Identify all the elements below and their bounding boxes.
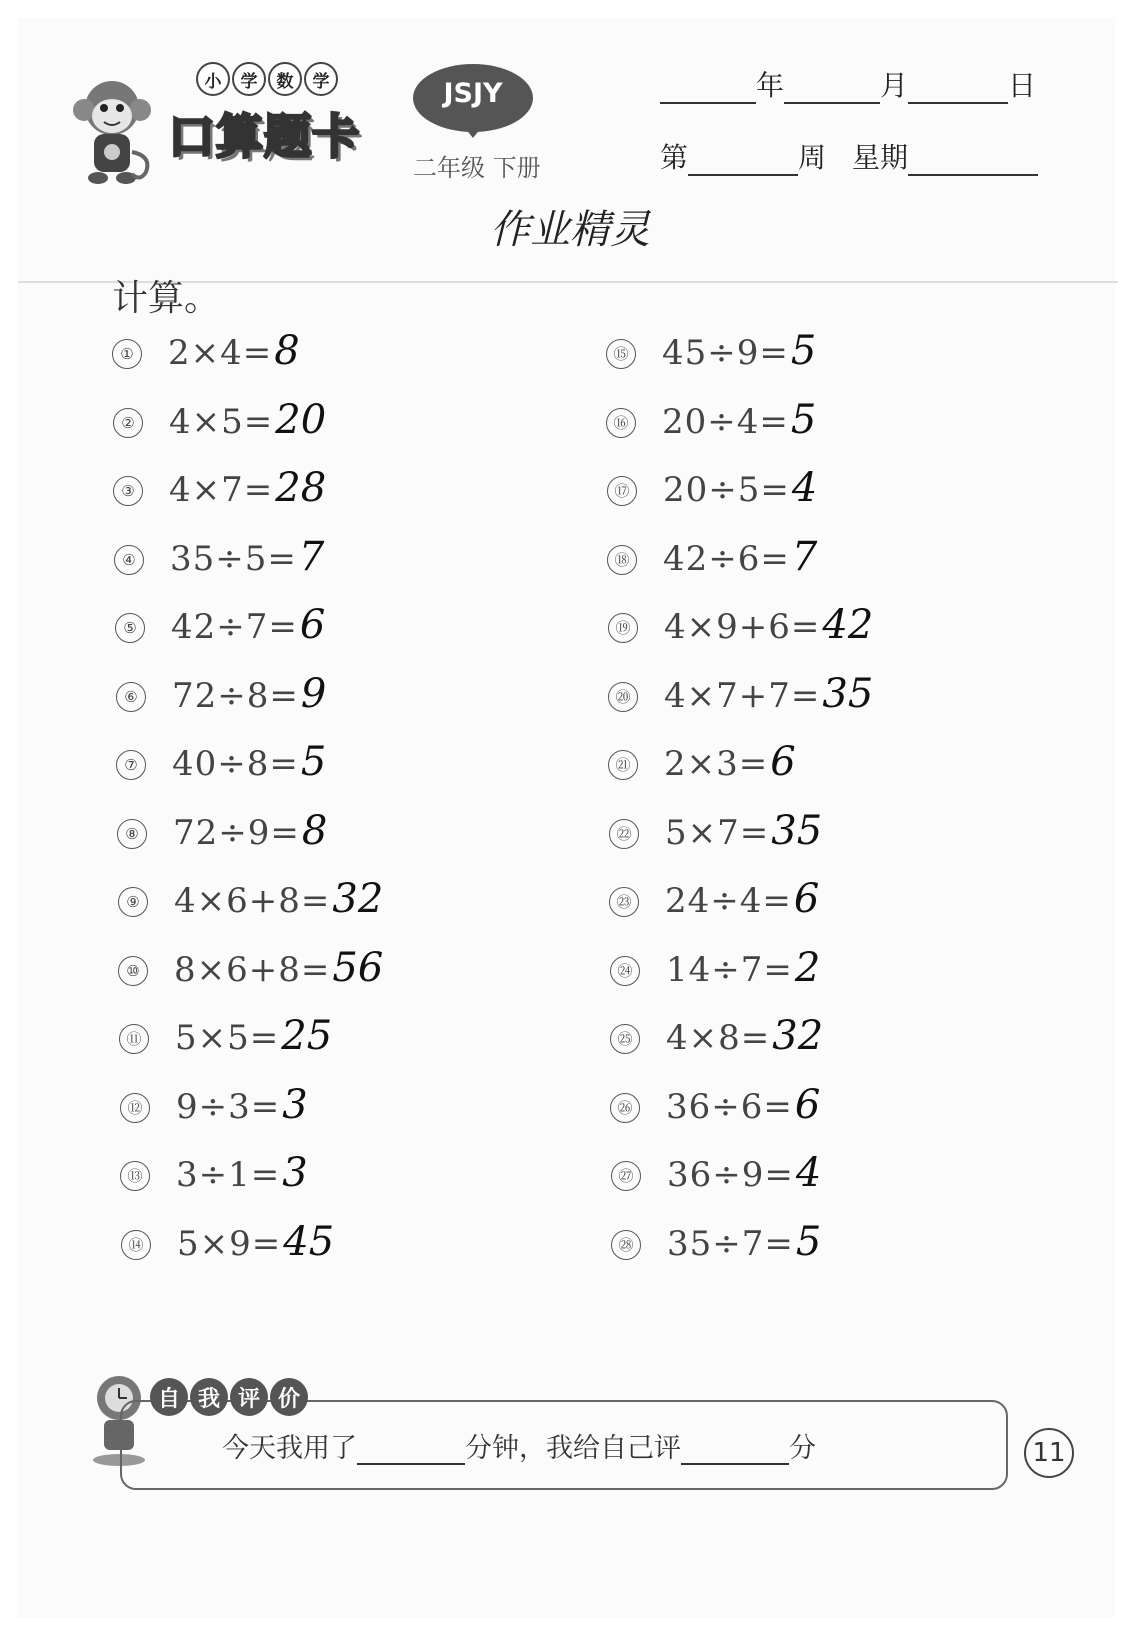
eval-title-char: 我 xyxy=(190,1378,228,1416)
problem-expression: 4×6+8= xyxy=(174,881,331,921)
problem-number: ⑤ xyxy=(115,613,145,643)
logo-char: 学 xyxy=(304,62,338,96)
problem-item xyxy=(119,1013,332,1059)
problem-item xyxy=(115,602,325,648)
date-fields xyxy=(660,64,1036,104)
problem-expression: 36÷6= xyxy=(666,1086,793,1127)
problem-item xyxy=(113,465,326,511)
problem-expression: 8×6+8= xyxy=(174,949,331,990)
problem-number: ㉔ xyxy=(610,956,640,986)
logo-title: 口算题卡 xyxy=(168,110,360,165)
problem-answer[interactable]: 5 xyxy=(795,1218,822,1265)
grade-label: 二年级 下册 xyxy=(413,154,541,182)
problem-number: ㉘ xyxy=(611,1230,641,1260)
problem-number: ⑭ xyxy=(121,1230,151,1260)
problem-answer[interactable]: 4 xyxy=(795,1150,822,1196)
problem-answer[interactable]: 6 xyxy=(793,876,820,922)
problem-expression: 4×9+6= xyxy=(664,607,821,647)
problem-answer[interactable]: 9 xyxy=(300,670,327,717)
problem-item xyxy=(606,328,816,374)
problem-expression: 4×5= xyxy=(169,401,274,442)
problem-answer[interactable]: 3 xyxy=(282,1150,308,1196)
problem-number: ④ xyxy=(114,545,144,575)
problem-number: ⑱ xyxy=(607,545,637,575)
problem-expression: 72÷9= xyxy=(173,812,300,853)
problem-item xyxy=(112,328,300,374)
problem-answer[interactable]: 35 xyxy=(771,807,823,854)
problem-expression: 35÷5= xyxy=(170,538,297,579)
problem-item xyxy=(118,945,383,991)
problem-answer[interactable]: 2 xyxy=(794,944,821,991)
problem-number: ② xyxy=(113,408,143,438)
problem-item xyxy=(610,1013,823,1059)
year-field[interactable] xyxy=(660,76,756,104)
problem-answer[interactable]: 4 xyxy=(791,465,818,511)
year-label: 年 xyxy=(756,69,785,102)
monkey-mascot-icon xyxy=(62,72,162,192)
problem-answer[interactable]: 8 xyxy=(301,807,328,854)
problem-answer[interactable]: 28 xyxy=(275,465,327,511)
problem-item xyxy=(116,671,326,717)
problem-number: ⑲ xyxy=(608,613,638,643)
problem-number: ㉖ xyxy=(610,1093,640,1123)
score-field[interactable] xyxy=(681,1437,789,1465)
self-evaluation-title xyxy=(150,1378,308,1416)
problem-number: ㉓ xyxy=(609,887,639,917)
problem-expression: 42÷7= xyxy=(171,607,298,647)
problem-item xyxy=(611,1219,821,1265)
problem-expression: 4×7= xyxy=(169,470,274,510)
week-field[interactable] xyxy=(688,148,798,176)
eval-title-char: 评 xyxy=(230,1378,268,1416)
problem-answer[interactable]: 3 xyxy=(282,1081,308,1128)
week-prefix-label: 第 xyxy=(660,141,689,174)
problem-answer[interactable]: 7 xyxy=(791,533,818,580)
problem-expression: 4×8= xyxy=(666,1018,771,1058)
problem-answer[interactable]: 25 xyxy=(281,1013,333,1059)
problem-expression: 20÷4= xyxy=(662,401,789,442)
problem-item xyxy=(608,602,873,648)
problem-expression: 24÷4= xyxy=(665,881,792,921)
problem-answer[interactable]: 5 xyxy=(790,396,817,443)
problem-answer[interactable]: 56 xyxy=(332,944,384,991)
eval-title-char: 价 xyxy=(270,1378,308,1416)
problem-item xyxy=(116,739,326,785)
problem-expression: 45÷9= xyxy=(662,333,789,373)
eval-title-char: 自 xyxy=(150,1378,188,1416)
problem-expression: 5×7= xyxy=(665,812,770,853)
signature: 作业精灵 xyxy=(490,207,650,253)
eval-text-3: 分 xyxy=(789,1433,816,1464)
problem-item xyxy=(117,808,327,854)
problem-expression: 36÷9= xyxy=(667,1155,794,1195)
month-label: 月 xyxy=(880,69,909,102)
problem-number: ⑦ xyxy=(116,750,146,780)
problem-item xyxy=(114,534,324,580)
problem-item xyxy=(608,671,873,717)
problem-answer[interactable]: 32 xyxy=(772,1013,824,1059)
problem-expression: 3÷1= xyxy=(176,1155,281,1195)
problem-number: ⑳ xyxy=(608,682,638,712)
problem-expression: 5×9= xyxy=(177,1223,282,1264)
weekday-label: 星期 xyxy=(852,141,909,174)
problem-answer[interactable]: 35 xyxy=(822,670,874,717)
problem-number: ⑨ xyxy=(118,887,148,917)
problem-expression: 4×7+7= xyxy=(664,675,821,716)
problem-number: ㉒ xyxy=(609,819,639,849)
problem-expression: 9÷3= xyxy=(176,1086,281,1127)
problem-item xyxy=(610,945,820,991)
publisher-badge: JSJY xyxy=(443,78,503,109)
problem-number: ③ xyxy=(113,476,143,506)
problem-answer[interactable]: 42 xyxy=(822,602,874,648)
problem-number: ㉗ xyxy=(611,1161,641,1191)
problem-expression: 14÷7= xyxy=(666,949,793,990)
problem-expression: 20÷5= xyxy=(663,470,790,510)
day-field[interactable] xyxy=(908,76,1008,104)
problem-item xyxy=(609,876,819,922)
logo-char: 学 xyxy=(232,62,266,96)
eval-text-1: 今天我用了 xyxy=(222,1433,357,1464)
logo-subtitle xyxy=(196,62,338,96)
problem-item xyxy=(120,1082,308,1128)
problem-expression: 5×5= xyxy=(175,1018,280,1058)
problem-number: ㉑ xyxy=(608,750,638,780)
week-label: 周 xyxy=(798,141,827,174)
problem-answer[interactable]: 45 xyxy=(283,1218,335,1265)
problem-answer[interactable]: 20 xyxy=(275,396,327,443)
problem-answer[interactable]: 32 xyxy=(332,876,384,922)
problem-item xyxy=(610,1082,820,1128)
problem-number: ⑬ xyxy=(120,1161,150,1191)
problem-item xyxy=(607,465,817,511)
problem-item xyxy=(120,1150,308,1196)
week-fields xyxy=(660,136,1038,176)
problem-answer[interactable]: 5 xyxy=(790,328,817,374)
problem-expression: 42÷6= xyxy=(663,538,790,579)
problem-answer[interactable]: 6 xyxy=(770,739,796,785)
problem-number: ⑫ xyxy=(120,1093,150,1123)
self-evaluation-text xyxy=(222,1426,816,1465)
problem-item xyxy=(121,1219,334,1265)
problem-answer[interactable]: 6 xyxy=(794,1081,821,1128)
weekday-field[interactable] xyxy=(908,148,1038,176)
problem-expression: 2×4= xyxy=(168,333,273,373)
problem-number: ⑮ xyxy=(606,339,636,369)
problem-item xyxy=(608,739,796,785)
problem-item xyxy=(611,1150,821,1196)
problem-number: ⑩ xyxy=(118,956,148,986)
problem-number: ⑧ xyxy=(117,819,147,849)
problem-answer[interactable]: 6 xyxy=(299,602,326,648)
problem-item xyxy=(609,808,822,854)
problem-item xyxy=(606,397,816,443)
logo-char: 小 xyxy=(196,62,230,96)
problem-item xyxy=(607,534,817,580)
eval-text-2: 分钟，我给自己评 xyxy=(465,1433,681,1464)
month-field[interactable] xyxy=(784,76,880,104)
minutes-field[interactable] xyxy=(357,1437,465,1465)
problem-number: ⑥ xyxy=(116,682,146,712)
problem-expression: 72÷8= xyxy=(172,675,299,716)
problem-number: ⑪ xyxy=(119,1024,149,1054)
page-number: 11 xyxy=(1024,1428,1074,1478)
problem-answer[interactable]: 8 xyxy=(274,328,300,374)
problem-number: ⑯ xyxy=(606,408,636,438)
problem-item xyxy=(113,397,326,443)
problem-answer[interactable]: 7 xyxy=(298,533,325,580)
logo-char: 数 xyxy=(268,62,302,96)
task-title: 计算。 xyxy=(112,278,221,319)
problem-item xyxy=(118,876,383,922)
problem-expression: 35÷7= xyxy=(667,1223,794,1264)
problem-answer[interactable]: 5 xyxy=(300,739,327,785)
problem-expression: 2×3= xyxy=(664,744,769,784)
problem-number: ① xyxy=(112,339,142,369)
problem-expression: 40÷8= xyxy=(172,744,299,784)
problem-number: ⑰ xyxy=(607,476,637,506)
problem-number: ㉕ xyxy=(610,1024,640,1054)
day-label: 日 xyxy=(1008,69,1037,102)
